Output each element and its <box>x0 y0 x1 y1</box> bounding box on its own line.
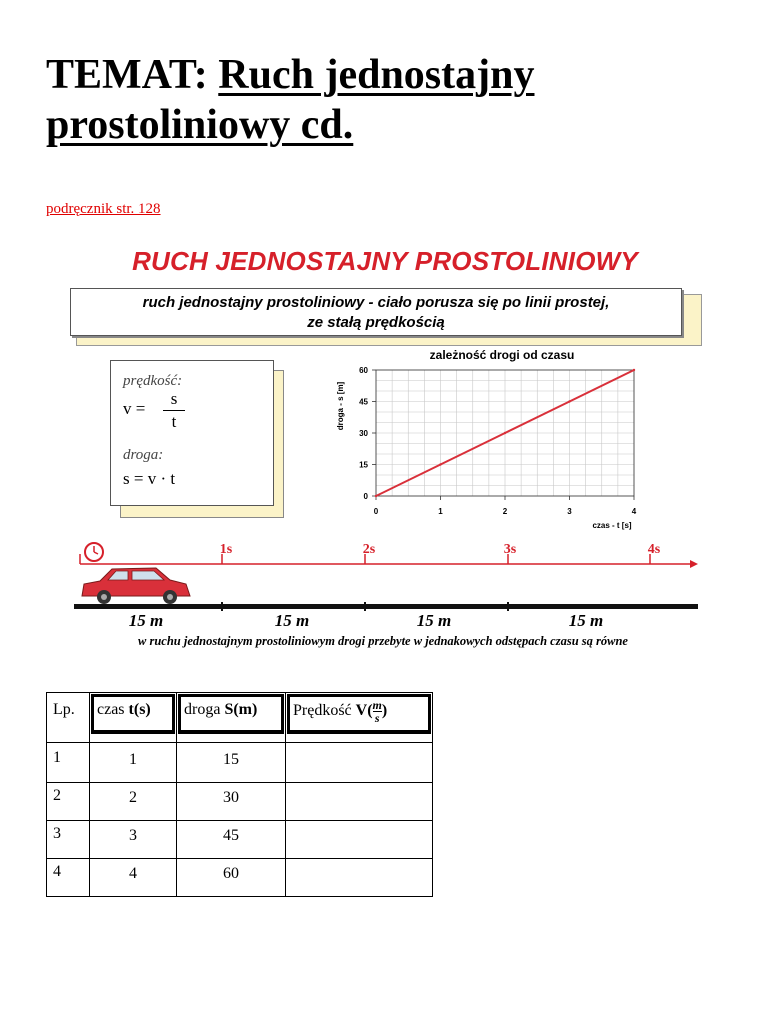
time-label-3s: 3s <box>503 542 517 557</box>
page-title <box>46 50 726 150</box>
table-row <box>47 743 433 783</box>
time-label-1s: 1s <box>219 542 233 557</box>
title-subject-line1: Ruch jednostajny <box>218 52 535 98</box>
x-tick-label: 4 <box>631 507 637 516</box>
segment-distance-3: 15 m <box>416 611 452 630</box>
motion-timeline <box>70 536 700 656</box>
speed-lhs: v = <box>123 399 146 418</box>
distance-time-chart <box>332 346 672 536</box>
y-tick-label: 15 <box>359 460 368 470</box>
table-row <box>47 821 433 859</box>
time-arrow-head <box>690 560 698 568</box>
x-tick-label: 1 <box>438 507 443 516</box>
definition-box <box>70 288 682 336</box>
physics-figure <box>70 246 700 656</box>
segment-distance-2: 15 m <box>274 611 310 630</box>
data-point <box>568 400 570 402</box>
chart-title: zależność drogi od czasu <box>429 348 575 362</box>
cell-lp: 4 <box>47 859 90 897</box>
cell-speed[interactable] <box>286 743 433 783</box>
x-tick-label: 2 <box>502 507 508 516</box>
speed-numerator: s <box>170 389 178 408</box>
cell-speed[interactable] <box>286 821 433 859</box>
header-speed-cell <box>286 693 433 743</box>
title-prefix: TEMAT: <box>46 52 208 98</box>
header-time-text: czas <box>97 701 129 718</box>
table-header-row <box>47 693 433 743</box>
cell-time: 3 <box>90 821 177 859</box>
header-speed-close: ) <box>381 702 388 720</box>
figure-title: RUCH JEDNOSTAJNY PROSTOLINIOWY <box>132 246 638 276</box>
y-tick-label: 60 <box>359 366 368 375</box>
data-table <box>46 692 433 897</box>
distance-formula: s = v · t <box>123 469 176 488</box>
data-point <box>504 432 506 434</box>
cell-time: 2 <box>90 783 177 821</box>
fraction-bar <box>163 410 185 411</box>
cell-distance: 45 <box>177 821 286 859</box>
cell-lp: 2 <box>47 783 90 821</box>
cell-distance: 15 <box>177 743 286 783</box>
header-speed-var: V( <box>355 702 373 720</box>
header-speed-text: Prędkość <box>293 702 356 720</box>
header-distance-text: droga <box>184 701 225 718</box>
title-subject-line2: prostoliniowy cd. <box>46 102 354 148</box>
chart-y-label: droga - s [m] <box>336 381 345 431</box>
header-time-var: t(s) <box>128 701 151 718</box>
time-label-4s: 4s <box>647 542 661 557</box>
road <box>74 604 698 609</box>
data-point <box>375 495 377 497</box>
y-tick-label: 0 <box>363 492 368 501</box>
cell-speed[interactable] <box>286 783 433 821</box>
header-time <box>91 694 175 734</box>
cell-distance: 30 <box>177 783 286 821</box>
y-tick-label: 45 <box>359 397 368 407</box>
cell-speed[interactable] <box>286 859 433 897</box>
header-lp: Lp. <box>53 701 75 718</box>
speed-label: prędkość: <box>123 373 183 389</box>
header-speed-unit <box>373 699 382 724</box>
header-speed <box>287 694 431 734</box>
clock-icon <box>85 543 103 561</box>
header-lp-cell <box>47 693 90 743</box>
cell-lp: 3 <box>47 821 90 859</box>
car-icon <box>82 568 190 604</box>
table-row <box>47 783 433 821</box>
segment-distance-4: 15 m <box>568 611 604 630</box>
table-row <box>47 859 433 897</box>
cell-distance: 60 <box>177 859 286 897</box>
speed-denominator: t <box>171 412 177 431</box>
distance-label: droga: <box>123 447 164 463</box>
definition-line-1: ruch jednostajny prostoliniowy - ciało porusza się po linii prostej, <box>142 294 610 311</box>
x-tick-label: 0 <box>373 507 379 516</box>
header-distance <box>178 694 284 734</box>
segment-distance-1: 15 m <box>128 611 164 630</box>
data-point <box>439 463 441 465</box>
data-point <box>633 369 635 371</box>
unit-denominator: s <box>374 711 380 725</box>
cell-time: 4 <box>90 859 177 897</box>
header-time-cell <box>90 693 177 743</box>
y-tick-label: 30 <box>359 429 368 438</box>
cell-time: 1 <box>90 743 177 783</box>
speed-fraction <box>163 389 185 432</box>
unit-numerator: m <box>372 698 382 712</box>
formula-box <box>110 360 274 506</box>
cell-lp: 1 <box>47 743 90 783</box>
header-distance-var: S(m) <box>224 701 258 718</box>
definition-line-2: ze stałą prędkością <box>307 314 445 331</box>
chart-x-label: czas - t [s] <box>592 521 632 530</box>
header-distance-cell <box>177 693 286 743</box>
textbook-reference-link[interactable]: podręcznik str. 128 <box>46 201 161 217</box>
timeline-caption: w ruchu jednostajnym prostoliniowym drogi przebyte w jednakowych odstępach czasu są równe <box>138 634 628 648</box>
x-tick-label: 3 <box>567 507 572 516</box>
time-label-2s: 2s <box>362 542 376 557</box>
